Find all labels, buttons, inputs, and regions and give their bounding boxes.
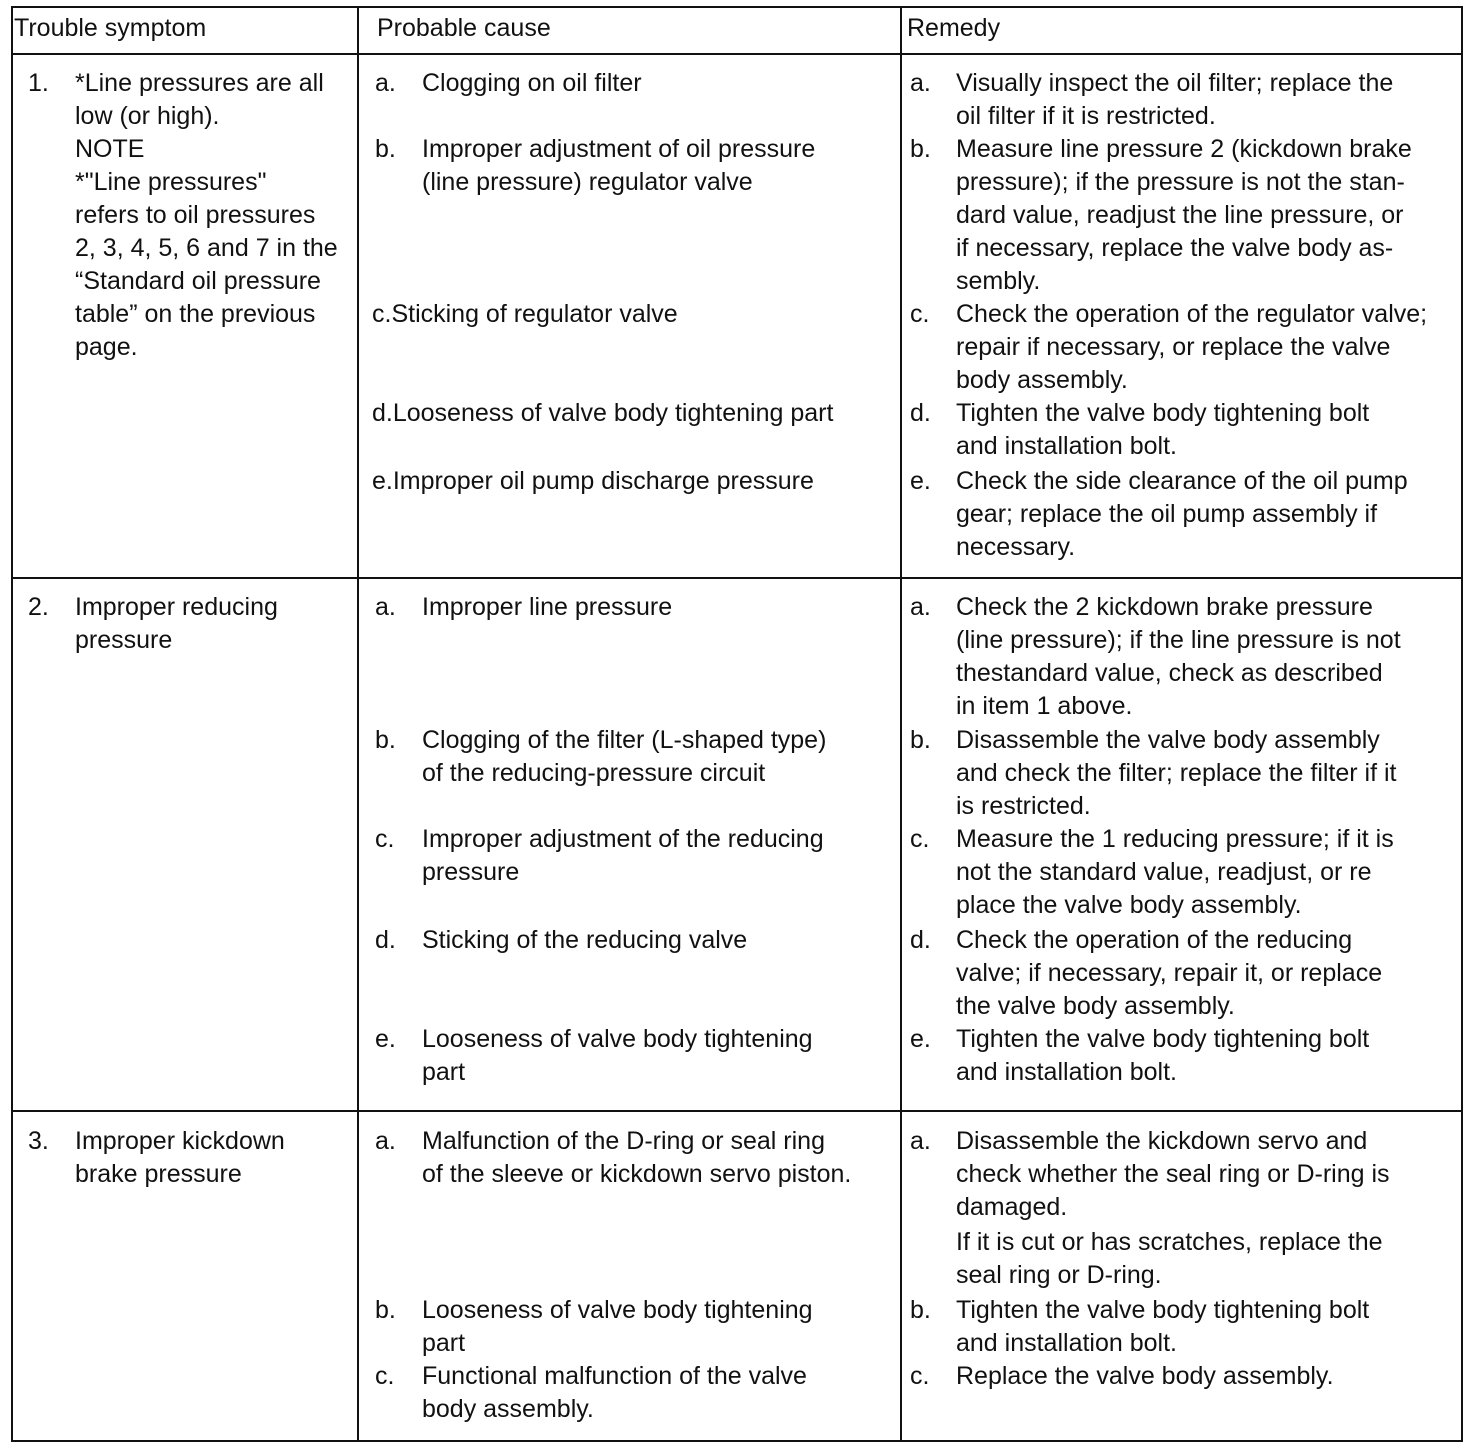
row-1-symptom-line: refers to oil pressures xyxy=(75,201,316,229)
row-1-cause-line: (line pressure) regulator valve xyxy=(422,168,753,196)
row-2-remedy-line: Disassemble the valve body assembly xyxy=(956,726,1380,754)
row-2-remedy-line: place the valve body assembly. xyxy=(956,891,1302,919)
row-3-remedy-line: If it is cut or has scratches, replace the xyxy=(956,1228,1383,1256)
row-1-symptom-line: *"Line pressures" xyxy=(75,168,267,196)
row-1-remedy-line: Tighten the valve body tightening bolt xyxy=(956,399,1370,427)
row-divider-1 xyxy=(11,577,1463,579)
row-2-cause-line: Improper line pressure xyxy=(422,593,673,621)
row-2-cause-line: of the reducing-pressure circuit xyxy=(422,759,766,787)
row-2-remedy-letter: a. xyxy=(910,593,931,621)
table-border-top xyxy=(11,6,1463,8)
column-divider-2 xyxy=(900,6,902,1442)
row-1-remedy-line: pressure); if the pressure is not the stan- xyxy=(956,168,1405,196)
row-3-cause-letter: a. xyxy=(375,1127,396,1155)
row-3-remedy-line: Replace the valve body assembly. xyxy=(956,1362,1334,1390)
row-1-remedy-line: Visually inspect the oil filter; replace the xyxy=(956,69,1394,97)
row-3-remedy-line: check whether the seal ring or D-ring is xyxy=(956,1160,1390,1188)
row-1-cause-line: Clogging on oil filter xyxy=(422,69,642,97)
header-divider xyxy=(11,53,1463,55)
row-2-cause-letter: d. xyxy=(375,926,396,954)
row-1-symptom-line: *Line pressures are all xyxy=(75,69,324,97)
row-2-remedy-line: Measure the 1 reducing pressure; if it is xyxy=(956,825,1394,853)
row-2-remedy-line: valve; if necessary, repair it, or replace xyxy=(956,959,1383,987)
row-2-cause-letter: a. xyxy=(375,593,396,621)
row-2-remedy-letter: d. xyxy=(910,926,931,954)
row-2-remedy-line: the valve body assembly. xyxy=(956,992,1235,1020)
row-3-symptom-line: brake pressure xyxy=(75,1160,242,1188)
row-2-remedy-line: not the standard value, readjust, or re xyxy=(956,858,1372,886)
row-3-number: 3. xyxy=(28,1127,49,1155)
row-1-symptom-line: 2, 3, 4, 5, 6 and 7 in the xyxy=(75,234,338,262)
row-2-remedy-line: Check the operation of the reducing xyxy=(956,926,1353,954)
row-1-remedy-letter: c. xyxy=(910,300,930,328)
row-2-remedy-line: Check the 2 kickdown brake pressure xyxy=(956,593,1373,621)
row-3-remedy-line: Tighten the valve body tightening bolt xyxy=(956,1296,1370,1324)
row-3-remedy-line: seal ring or D-ring. xyxy=(956,1261,1162,1289)
row-1-remedy-letter: e. xyxy=(910,467,931,495)
row-3-cause-line: Looseness of valve body tightening xyxy=(422,1296,813,1324)
header-probable-cause: Probable cause xyxy=(377,14,551,42)
row-2-cause-line: Looseness of valve body tightening xyxy=(422,1025,813,1053)
row-1-cause-letter: b. xyxy=(375,135,396,163)
row-2-remedy-line: and check the filter; replace the filter if it xyxy=(956,759,1397,787)
table-border-bottom xyxy=(11,1440,1463,1442)
row-3-remedy-letter: a. xyxy=(910,1127,931,1155)
row-3-cause-line: Malfunction of the D-ring or seal ring xyxy=(422,1127,825,1155)
row-2-cause-line: part xyxy=(422,1058,466,1086)
row-1-remedy-line: body assembly. xyxy=(956,366,1128,394)
row-2-cause-letter: e. xyxy=(375,1025,396,1053)
row-1-symptom-line: table” on the previous xyxy=(75,300,316,328)
row-2-cause-line: Clogging of the filter (L-shaped type) xyxy=(422,726,827,754)
row-1-remedy-letter: d. xyxy=(910,399,931,427)
row-1-symptom-line: page. xyxy=(75,333,138,361)
row-1-symptom-line: low (or high). xyxy=(75,102,220,130)
row-2-remedy-line: and installation bolt. xyxy=(956,1058,1177,1086)
row-3-cause-letter: b. xyxy=(375,1296,396,1324)
row-2-remedy-letter: e. xyxy=(910,1025,931,1053)
row-1-remedy-letter: b. xyxy=(910,135,931,163)
row-1-remedy-line: Measure line pressure 2 (kickdown brake xyxy=(956,135,1412,163)
row-3-remedy-letter: b. xyxy=(910,1296,931,1324)
row-3-cause-line: of the sleeve or kickdown servo piston. xyxy=(422,1160,852,1188)
row-2-remedy-letter: c. xyxy=(910,825,930,853)
row-divider-2 xyxy=(11,1110,1463,1112)
row-2-number: 2. xyxy=(28,593,49,621)
row-2-cause-line: Sticking of the reducing valve xyxy=(422,926,748,954)
row-1-remedy-line: if necessary, replace the valve body as- xyxy=(956,234,1394,262)
row-3-symptom-line: Improper kickdown xyxy=(75,1127,285,1155)
row-2-cause-letter: c. xyxy=(375,825,395,853)
table-border-left xyxy=(11,6,13,1442)
row-1-remedy-line: Check the side clearance of the oil pump xyxy=(956,467,1408,495)
row-3-cause-line: body assembly. xyxy=(422,1395,594,1423)
row-1-remedy-line: oil filter if it is restricted. xyxy=(956,102,1216,130)
row-3-cause-letter: c. xyxy=(375,1362,395,1390)
row-1-symptom-line: “Standard oil pressure xyxy=(75,267,321,295)
row-1-cause-line: c.Sticking of regulator valve xyxy=(372,300,678,328)
row-3-cause-line: Functional malfunction of the valve xyxy=(422,1362,807,1390)
row-1-cause-line: Improper adjustment of oil pressure xyxy=(422,135,816,163)
row-1-symptom-line: NOTE xyxy=(75,135,145,163)
row-2-symptom-line: pressure xyxy=(75,626,173,654)
row-2-remedy-line: (line pressure); if the line pressure is not xyxy=(956,626,1401,654)
header-remedy: Remedy xyxy=(907,14,1001,42)
row-1-remedy-letter: a. xyxy=(910,69,931,97)
row-3-remedy-line: and installation bolt. xyxy=(956,1329,1177,1357)
row-2-symptom-line: Improper reducing xyxy=(75,593,278,621)
row-1-cause-letter: a. xyxy=(375,69,396,97)
row-1-remedy-line: gear; replace the oil pump assembly if xyxy=(956,500,1378,528)
row-1-cause-line: d.Looseness of valve body tightening part xyxy=(372,399,834,427)
row-1-remedy-line: Check the operation of the regulator valve; xyxy=(956,300,1428,328)
row-2-remedy-line: is restricted. xyxy=(956,792,1091,820)
row-2-remedy-line: in item 1 above. xyxy=(956,692,1133,720)
row-1-cause-line: e.Improper oil pump discharge pressure xyxy=(372,467,814,495)
row-3-remedy-line: Disassemble the kickdown servo and xyxy=(956,1127,1368,1155)
row-3-remedy-line: damaged. xyxy=(956,1193,1068,1221)
row-2-cause-line: Improper adjustment of the reducing xyxy=(422,825,824,853)
row-1-remedy-line: sembly. xyxy=(956,267,1041,295)
row-1-number: 1. xyxy=(28,69,49,97)
row-1-remedy-line: and installation bolt. xyxy=(956,432,1177,460)
row-1-remedy-line: dard value, readjust the line pressure, or xyxy=(956,201,1404,229)
row-2-remedy-letter: b. xyxy=(910,726,931,754)
row-3-remedy-letter: c. xyxy=(910,1362,930,1390)
row-2-remedy-line: Tighten the valve body tightening bolt xyxy=(956,1025,1370,1053)
row-2-cause-letter: b. xyxy=(375,726,396,754)
header-trouble-symptom: Trouble symptom xyxy=(14,14,207,42)
row-2-cause-line: pressure xyxy=(422,858,520,886)
row-1-remedy-line: necessary. xyxy=(956,533,1076,561)
row-3-cause-line: part xyxy=(422,1329,466,1357)
row-1-remedy-line: repair if necessary, or replace the valve xyxy=(956,333,1391,361)
table-border-right xyxy=(1461,6,1463,1442)
column-divider-1 xyxy=(357,6,359,1442)
row-2-remedy-line: thestandard value, check as described xyxy=(956,659,1383,687)
